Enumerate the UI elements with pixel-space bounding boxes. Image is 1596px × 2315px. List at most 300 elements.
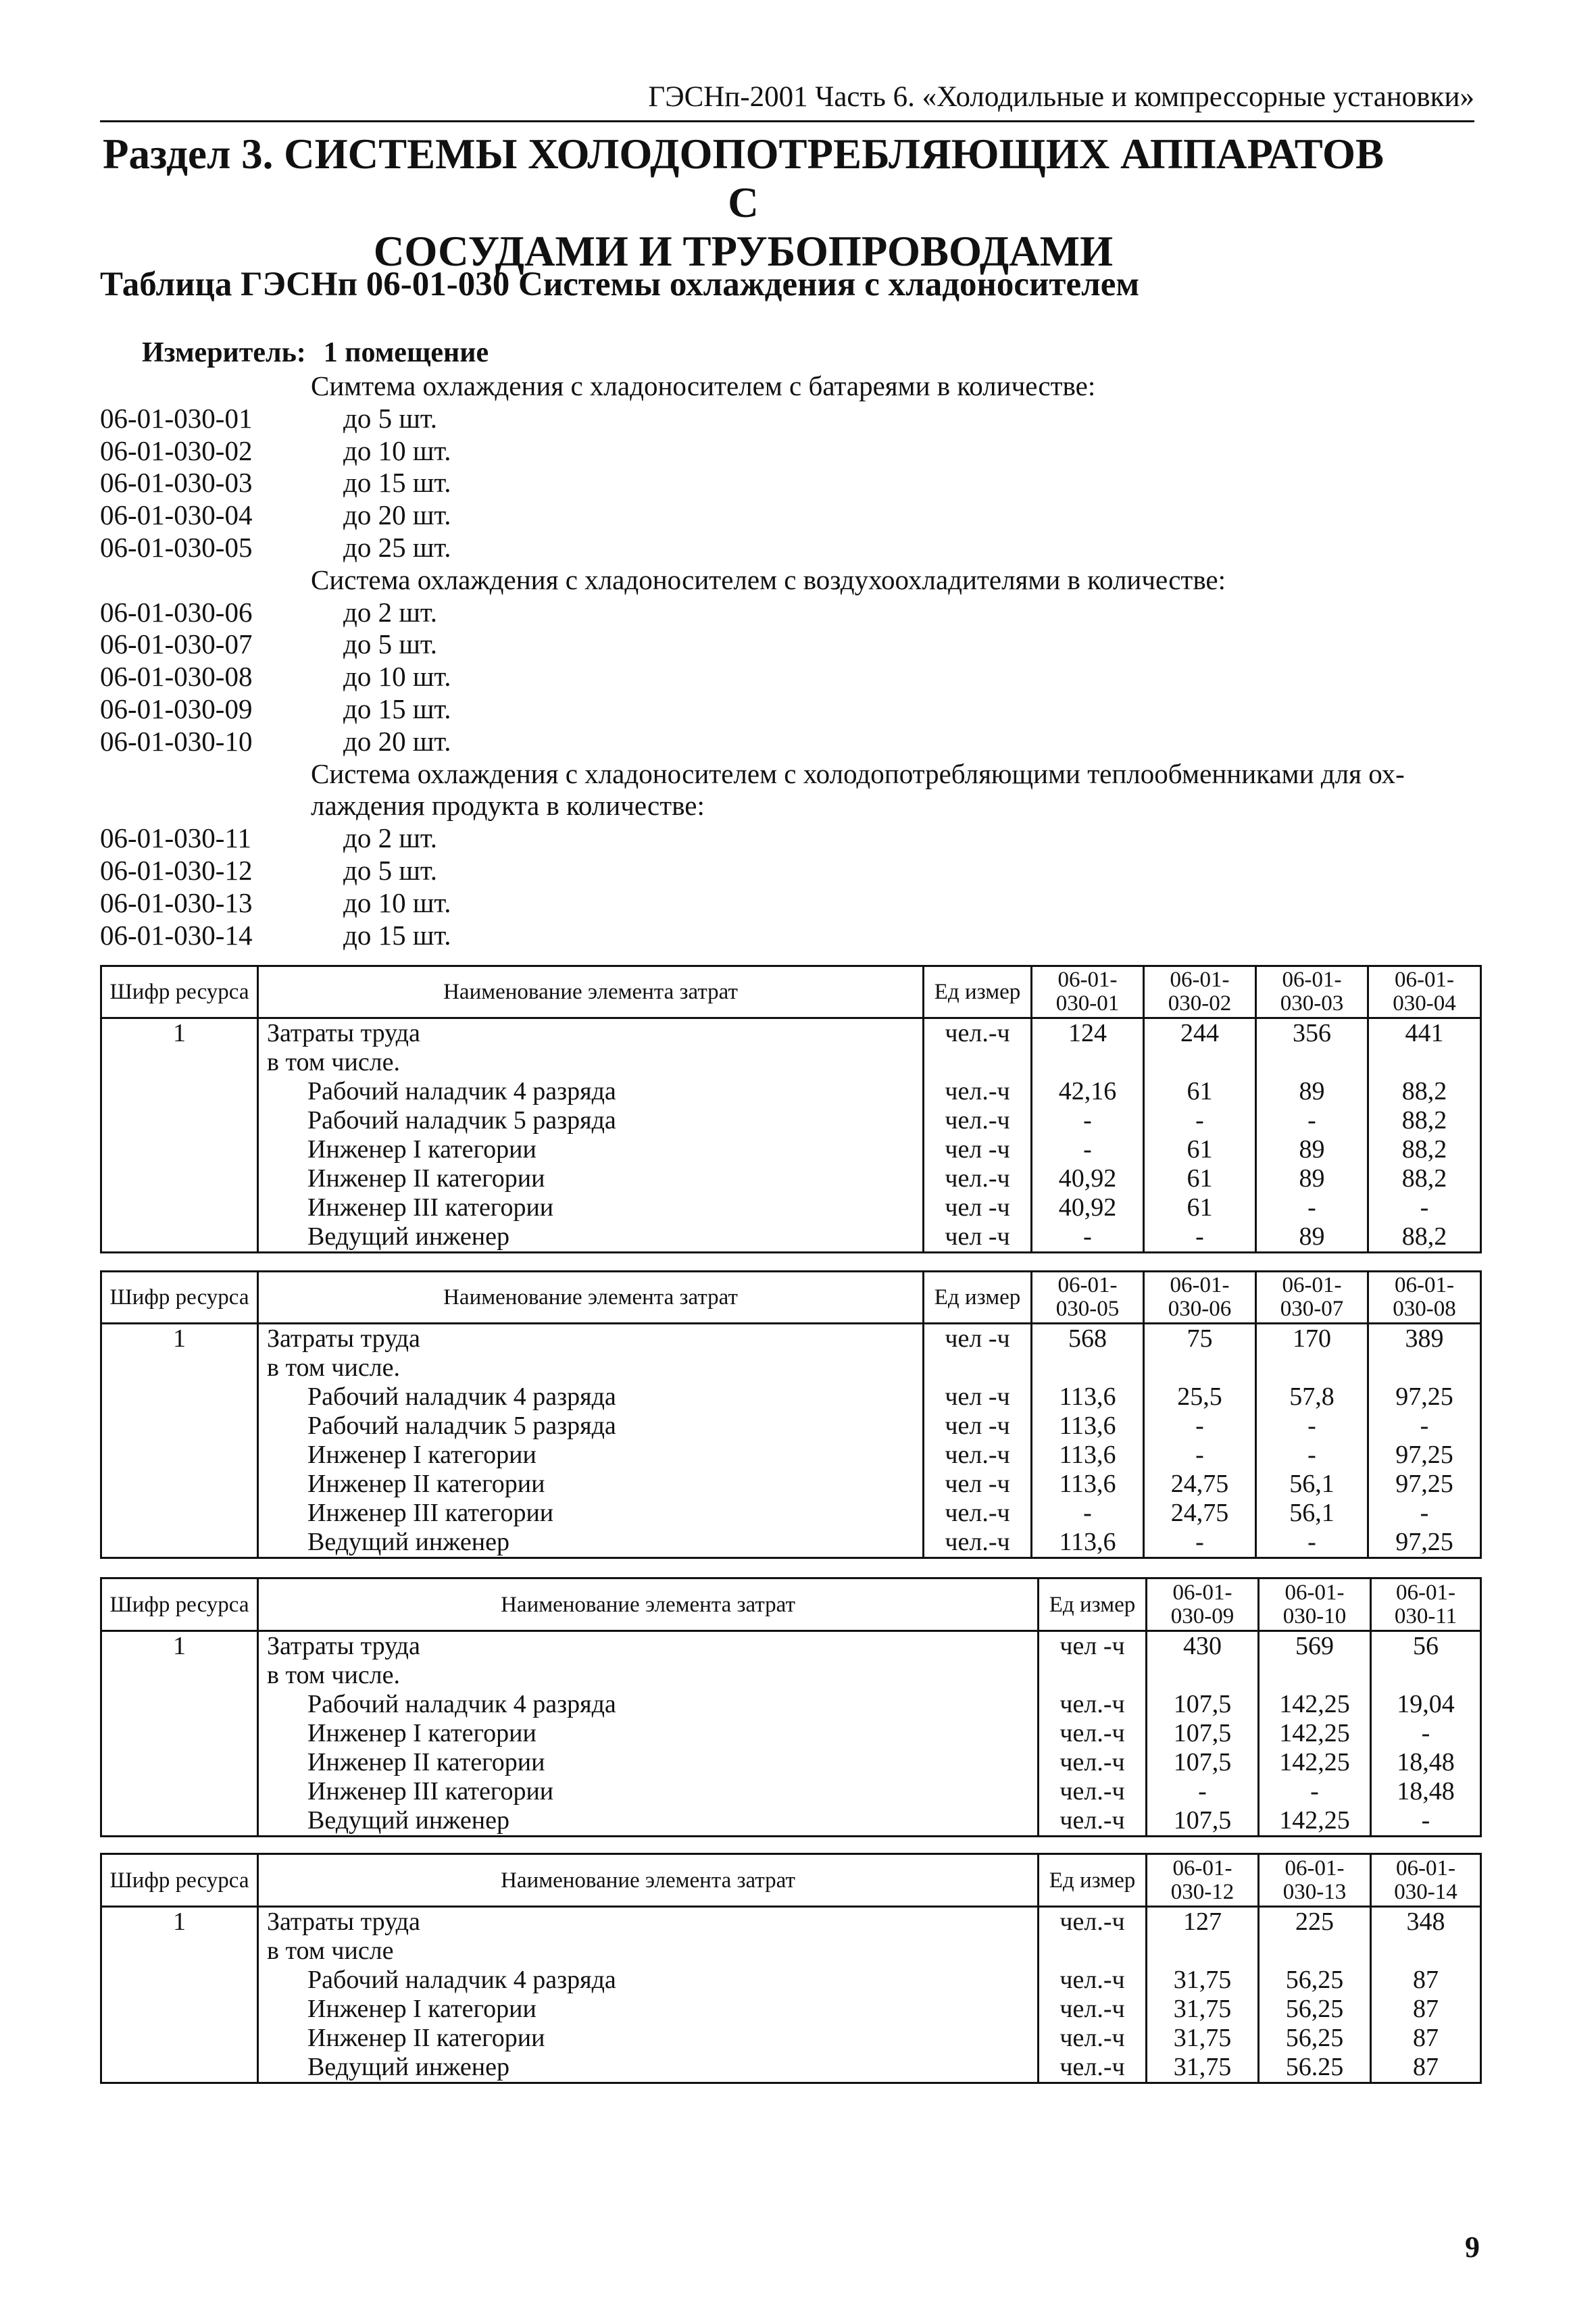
norm-value: 113,6 [1032, 1412, 1144, 1441]
resource-code [101, 1135, 258, 1164]
norm-value: 61 [1144, 1077, 1256, 1106]
norm-value: - [1368, 1499, 1481, 1528]
norm-value: 142,25 [1259, 1748, 1371, 1777]
norm-item [100, 822, 1478, 855]
norm-value [1144, 1353, 1256, 1383]
norm-value: 113,6 [1032, 1528, 1144, 1558]
norm-item [100, 887, 1478, 920]
norm-description: до 5 шт. [343, 854, 438, 886]
cost-element-name: Инженер I категории [258, 1719, 1039, 1748]
header-norm-code-line: 030-08 [1393, 1297, 1456, 1321]
cost-element-name: Инженер II категории [258, 1164, 924, 1193]
norm-value [1256, 1048, 1368, 1077]
table-row [101, 1135, 1481, 1164]
norm-value: 225 [1259, 1907, 1371, 1937]
norm-description: до 20 шт. [343, 499, 451, 531]
table-row [101, 1353, 1481, 1383]
norm-value: 107,5 [1147, 1690, 1259, 1719]
norm-value: 31,75 [1147, 2024, 1259, 2053]
header-norm-code-line: 06-01- [1395, 1273, 1454, 1297]
norm-code: 06-01-030-06 [100, 596, 253, 628]
header-unit: Ед измер [924, 966, 1032, 1018]
resource-code [101, 1164, 258, 1193]
cost-element-name: Затраты труда [258, 1907, 1039, 1937]
norm-item [100, 661, 1478, 693]
section-title-line: СОСУДАМИ И ТРУБОПРОВОДАМИ [373, 228, 1114, 275]
norm-code: 06-01-030-08 [100, 661, 253, 693]
header-norm-code-line: 030-13 [1282, 1879, 1347, 1904]
header-norm-code-line: 06-01- [1285, 1580, 1345, 1605]
norm-value: 244 [1144, 1018, 1256, 1049]
norm-item [100, 403, 1478, 435]
norm-description: до 20 шт. [343, 725, 451, 757]
norm-item [100, 532, 1478, 564]
header-norm-code [1032, 966, 1144, 1018]
norm-description: до 15 шт. [343, 919, 451, 951]
norm-value: 56,25 [1259, 1995, 1371, 2024]
norm-value: - [1368, 1412, 1481, 1441]
norm-value: 56,1 [1256, 1499, 1368, 1528]
table-row [101, 1164, 1481, 1193]
norm-value [1144, 1048, 1256, 1077]
norm-description: до 2 шт. [343, 822, 438, 854]
unit-of-measure [924, 1048, 1032, 1077]
group-title: Симтема охлаждения с хладоносителем с батареями в количестве: [311, 370, 1096, 401]
cost-element-name: Рабочий наладчик 4 разряда [258, 1690, 1039, 1719]
header-norm-code-line: 06-01- [1396, 1580, 1455, 1605]
norm-value: 430 [1147, 1631, 1259, 1662]
norm-value: - [1144, 1222, 1256, 1253]
norm-value [1147, 1661, 1259, 1690]
norm-value: 88,2 [1368, 1135, 1481, 1164]
norm-value: 568 [1032, 1324, 1144, 1354]
table-row [101, 1193, 1481, 1222]
group-title: Система охлаждения с хладоносителем с воздухоохладителями в количестве: [311, 564, 1226, 595]
norm-code: 06-01-030-11 [100, 822, 251, 854]
table-row [101, 1661, 1481, 1690]
table-row [101, 1324, 1481, 1354]
norm-value: 40,92 [1032, 1193, 1144, 1222]
norm-value: 24,75 [1144, 1499, 1256, 1528]
resource-code [101, 1193, 258, 1222]
norm-value [1259, 1937, 1371, 1966]
cost-element-name: Рабочий наладчик 4 разряда [258, 1966, 1039, 1995]
norm-value: 31,75 [1147, 1995, 1259, 2024]
norm-value: 19,04 [1371, 1690, 1481, 1719]
norm-value: 31,75 [1147, 1966, 1259, 1995]
resource-code [101, 1748, 258, 1777]
unit-of-measure [924, 1353, 1032, 1383]
table-row [101, 1777, 1481, 1806]
cost-element-name: Инженер II категории [258, 1748, 1039, 1777]
resource-code [101, 1806, 258, 1837]
header-norm-code-line: 030-02 [1168, 991, 1232, 1016]
header-resource-code: Шифр ресурса [101, 966, 258, 1018]
cost-element-name: Ведущий инженер [258, 1806, 1039, 1837]
unit-of-measure: чел.-ч [924, 1441, 1032, 1470]
norm-value: 389 [1368, 1324, 1481, 1354]
norm-value [1032, 1048, 1144, 1077]
resource-code [101, 1690, 258, 1719]
header-norm-code-line: 06-01- [1172, 1580, 1232, 1605]
resource-code [101, 1528, 258, 1558]
resource-code [101, 1441, 258, 1470]
unit-of-measure: чел.-ч [1039, 1777, 1147, 1806]
unit-of-measure: чел.-ч [924, 1106, 1032, 1135]
norm-item [100, 628, 1478, 661]
cost-element-name: Инженер II категории [258, 2024, 1039, 2053]
unit-of-measure: чел.-ч [1039, 1748, 1147, 1777]
norm-value: - [1259, 1777, 1371, 1806]
cost-element-name: Затраты труда [258, 1631, 1039, 1662]
table-row [101, 1077, 1481, 1106]
unit-of-measure: чел.-ч [924, 1077, 1032, 1106]
unit-of-measure: чел.-ч [924, 1499, 1032, 1528]
measurer [142, 336, 489, 370]
table-row [101, 1528, 1481, 1558]
norm-value: - [1032, 1222, 1144, 1253]
norm-value: 88,2 [1368, 1077, 1481, 1106]
table-row [101, 1907, 1481, 1937]
cost-element-name: Инженер I категории [258, 1995, 1039, 2024]
cost-element-name: Инженер I категории [258, 1135, 924, 1164]
norm-value [1032, 1353, 1144, 1383]
cost-element-name: в том числе. [258, 1048, 924, 1077]
norm-value: 97,25 [1368, 1528, 1481, 1558]
norm-value: - [1144, 1441, 1256, 1470]
norm-item [100, 855, 1478, 887]
norm-description: до 2 шт. [343, 596, 438, 628]
norm-value: 87 [1371, 2024, 1481, 2053]
table-row [101, 1748, 1481, 1777]
header-norm-code [1032, 1272, 1144, 1324]
norm-item [100, 435, 1478, 468]
norm-value: 87 [1371, 1966, 1481, 1995]
norm-value: 142,25 [1259, 1719, 1371, 1748]
norm-item [100, 597, 1478, 629]
resource-code [101, 1966, 258, 1995]
header-norm-code-line: 06-01- [1172, 1856, 1232, 1881]
header-norm-code-line: 030-06 [1168, 1297, 1232, 1321]
norm-value: 142,25 [1259, 1806, 1371, 1837]
norm-description: до 5 шт. [343, 628, 438, 660]
norm-value: 56.25 [1259, 2053, 1371, 2083]
table-row [101, 1499, 1481, 1528]
norm-value: 56,1 [1256, 1470, 1368, 1499]
norm-value: 113,6 [1032, 1470, 1144, 1499]
norm-value: - [1371, 1806, 1481, 1837]
norm-value: 57,8 [1256, 1383, 1368, 1412]
header-resource-code: Шифр ресурса [101, 1272, 258, 1324]
header-norm-code [1144, 1272, 1256, 1324]
cost-element-name: Ведущий инженер [258, 1528, 924, 1558]
norm-value [1368, 1048, 1481, 1077]
norm-value: 88,2 [1368, 1164, 1481, 1193]
group-title-line: Система охлаждения с хладоносителем с холодопотребляющими теплообменниками для ох- [311, 757, 1405, 789]
resource-code [101, 1383, 258, 1412]
norm-description: до 10 шт. [343, 434, 451, 466]
norm-value: - [1256, 1441, 1368, 1470]
unit-of-measure: чел.-ч [1039, 1907, 1147, 1937]
norm-value: 42,16 [1032, 1077, 1144, 1106]
norm-value [1368, 1353, 1481, 1383]
table-row [101, 1106, 1481, 1135]
norm-value: 569 [1259, 1631, 1371, 1662]
header-norm-code [1259, 1854, 1371, 1907]
norm-value: 97,25 [1368, 1383, 1481, 1412]
norm-value: - [1144, 1106, 1256, 1135]
cost-element-name: в том числе [258, 1937, 1039, 1966]
unit-of-measure: чел -ч [924, 1222, 1032, 1253]
resource-code [101, 1719, 258, 1748]
norm-code: 06-01-030-04 [100, 499, 253, 531]
norm-value: - [1144, 1412, 1256, 1441]
resource-code [101, 1777, 258, 1806]
measurer-value: 1 помещение [323, 337, 489, 368]
cost-table [100, 1577, 1482, 1837]
unit-of-measure: чел -ч [924, 1470, 1032, 1499]
cost-element-name: Рабочий наладчик 5 разряда [258, 1412, 924, 1441]
cost-element-name: в том числе. [258, 1353, 924, 1383]
resource-code [101, 1661, 258, 1690]
norm-value: 56,25 [1259, 1966, 1371, 1995]
table-row [101, 2024, 1481, 2053]
header-norm-code [1368, 1272, 1481, 1324]
table-row [101, 1631, 1481, 1662]
page-number: 9 [1465, 2231, 1480, 2264]
cost-element-name: Инженер III категории [258, 1777, 1039, 1806]
norm-value: - [1371, 1719, 1481, 1748]
resource-code: 1 [101, 1631, 258, 1662]
norm-value: 56,25 [1259, 2024, 1371, 2053]
header-cost-element: Наименование элемента затрат [258, 1854, 1039, 1907]
header-norm-code [1371, 1854, 1481, 1907]
norm-value: 441 [1368, 1018, 1481, 1049]
norm-value: 97,25 [1368, 1441, 1481, 1470]
header-unit: Ед измер [924, 1272, 1032, 1324]
header-norm-code-line: 030-01 [1055, 991, 1120, 1016]
unit-of-measure: чел -ч [1039, 1631, 1147, 1662]
cost-element-name: Инженер II категории [258, 1470, 924, 1499]
norm-value: 107,5 [1147, 1748, 1259, 1777]
header-norm-code-line: 06-01- [1282, 968, 1342, 992]
group-title-line: лаждения продукта в количестве: [311, 790, 705, 822]
table-row [101, 1222, 1481, 1253]
resource-code: 1 [101, 1018, 258, 1049]
cost-element-name: Затраты труда [258, 1018, 924, 1049]
norm-value: - [1032, 1106, 1144, 1135]
norm-value: 107,5 [1147, 1806, 1259, 1837]
norm-description: до 25 шт. [343, 531, 451, 563]
norm-value: 40,92 [1032, 1164, 1144, 1193]
norm-value: 88,2 [1368, 1106, 1481, 1135]
norm-value: 87 [1371, 1995, 1481, 2024]
resource-code: 1 [101, 1907, 258, 1937]
norm-value: 89 [1256, 1135, 1368, 1164]
resource-code [101, 1048, 258, 1077]
norm-value: 24,75 [1144, 1470, 1256, 1499]
norm-value: 89 [1256, 1077, 1368, 1106]
cost-element-name: Ведущий инженер [258, 2053, 1039, 2083]
norm-item [100, 467, 1478, 499]
table-title: Таблица ГЭСНп 06-01-030 Системы охлаждения с хладоносителем [100, 266, 1140, 303]
header-norm-code-line: 06-01- [1057, 968, 1118, 992]
resource-code [101, 1937, 258, 1966]
header-norm-code-line: 06-01- [1395, 968, 1454, 992]
cost-element-name: в том числе. [258, 1661, 1039, 1690]
norm-value: 113,6 [1032, 1383, 1144, 1412]
norm-value [1147, 1937, 1259, 1966]
unit-of-measure: чел -ч [924, 1135, 1032, 1164]
norm-description: до 10 шт. [343, 661, 451, 693]
norm-item [100, 693, 1478, 726]
header-unit: Ед измер [1039, 1854, 1147, 1907]
table-row [101, 1806, 1481, 1837]
norm-item [100, 920, 1478, 952]
unit-of-measure [1039, 1937, 1147, 1966]
header-norm-code [1144, 966, 1256, 1018]
norm-value: - [1144, 1528, 1256, 1558]
resource-code [101, 1222, 258, 1253]
table-row [101, 1470, 1481, 1499]
cost-element-name: Ведущий инженер [258, 1222, 924, 1253]
header-norm-code [1147, 1854, 1259, 1907]
norm-value: 18,48 [1371, 1777, 1481, 1806]
norm-code: 06-01-030-14 [100, 919, 253, 951]
cost-element-name: Инженер III категории [258, 1499, 924, 1528]
norm-value: 61 [1144, 1164, 1256, 1193]
table-row [101, 1018, 1481, 1049]
norm-value: 348 [1371, 1907, 1481, 1937]
norm-value: 25,5 [1144, 1383, 1256, 1412]
norm-description: до 10 шт. [343, 887, 451, 918]
norm-value: 124 [1032, 1018, 1144, 1049]
norm-code: 06-01-030-12 [100, 854, 253, 886]
cost-element-name: Инженер I категории [258, 1441, 924, 1470]
header-cost-element: Наименование элемента затрат [258, 1578, 1039, 1631]
header-norm-code [1256, 1272, 1368, 1324]
cost-element-name: Затраты труда [258, 1324, 924, 1354]
cost-table [100, 1853, 1482, 2084]
header-norm-code [1371, 1578, 1481, 1631]
running-header [100, 80, 1474, 122]
unit-of-measure: чел.-ч [1039, 1690, 1147, 1719]
unit-of-measure: чел.-ч [924, 1528, 1032, 1558]
running-header-text: ГЭСНп-2001 Часть 6. «Холодильные и компрессорные установки» [648, 81, 1474, 113]
norm-value: 142,25 [1259, 1690, 1371, 1719]
norm-value: - [1256, 1528, 1368, 1558]
table-row [101, 1995, 1481, 2024]
header-norm-code-line: 030-12 [1170, 1879, 1235, 1904]
norm-value: 89 [1256, 1164, 1368, 1193]
cost-element-name: Рабочий наладчик 4 разряда [258, 1383, 924, 1412]
table-row [101, 1966, 1481, 1995]
unit-of-measure: чел.-ч [924, 1164, 1032, 1193]
resource-code: 1 [101, 1324, 258, 1354]
header-resource-code: Шифр ресурса [101, 1578, 258, 1631]
resource-code [101, 1353, 258, 1383]
norm-items-list [100, 370, 1478, 951]
norm-code: 06-01-030-10 [100, 725, 253, 757]
resource-code [101, 1077, 258, 1106]
unit-of-measure [1039, 1661, 1147, 1690]
norm-value: - [1032, 1499, 1144, 1528]
norm-value: 113,6 [1032, 1441, 1144, 1470]
norm-value: - [1032, 1135, 1144, 1164]
norm-code: 06-01-030-07 [100, 628, 253, 660]
header-norm-code-line: 030-07 [1280, 1297, 1344, 1321]
unit-of-measure: чел.-ч [1039, 2053, 1147, 2083]
cost-table [100, 965, 1482, 1253]
header-norm-code-line: 06-01- [1396, 1856, 1455, 1881]
resource-code [101, 2053, 258, 2083]
norm-description: до 5 шт. [343, 402, 438, 434]
norm-value: 127 [1147, 1907, 1259, 1937]
cost-element-name: Рабочий наладчик 5 разряда [258, 1106, 924, 1135]
header-norm-code-line: 030-09 [1170, 1603, 1235, 1628]
header-norm-code-line: 06-01- [1170, 1273, 1230, 1297]
header-norm-code-line: 030-04 [1393, 991, 1456, 1016]
norm-value: 88,2 [1368, 1222, 1481, 1253]
header-norm-code [1256, 966, 1368, 1018]
table-row [101, 1048, 1481, 1077]
header-norm-code-line: 030-11 [1394, 1603, 1457, 1628]
norm-code: 06-01-030-09 [100, 693, 253, 724]
table-row [101, 1690, 1481, 1719]
norm-description: до 15 шт. [343, 467, 451, 499]
header-norm-code-line: 030-14 [1394, 1879, 1457, 1904]
unit-of-measure: чел.-ч [1039, 1806, 1147, 1837]
norm-value: 170 [1256, 1324, 1368, 1354]
norm-code: 06-01-030-03 [100, 467, 253, 499]
norm-value: 31,75 [1147, 2053, 1259, 2083]
norm-value [1256, 1353, 1368, 1383]
unit-of-measure: чел.-ч [1039, 1966, 1147, 1995]
resource-code [101, 1499, 258, 1528]
resource-code [101, 1470, 258, 1499]
header-cost-element: Наименование элемента затрат [258, 966, 924, 1018]
norm-code: 06-01-030-13 [100, 887, 253, 918]
resource-code [101, 2024, 258, 2053]
table-row [101, 2053, 1481, 2083]
header-norm-code-line: 030-10 [1282, 1603, 1347, 1628]
resource-code [101, 1412, 258, 1441]
norm-value: 89 [1256, 1222, 1368, 1253]
header-norm-code-line: 030-03 [1280, 991, 1344, 1016]
norm-value: 97,25 [1368, 1470, 1481, 1499]
header-norm-code-line: 06-01- [1285, 1856, 1345, 1881]
norm-value [1371, 1937, 1481, 1966]
unit-of-measure: чел.-ч [924, 1018, 1032, 1049]
norm-item [100, 499, 1478, 532]
norm-code: 06-01-030-02 [100, 434, 253, 466]
header-resource-code: Шифр ресурса [101, 1854, 258, 1907]
norm-value: 87 [1371, 2053, 1481, 2083]
header-norm-code [1368, 966, 1481, 1018]
norm-value: - [1147, 1777, 1259, 1806]
cost-table [100, 1270, 1482, 1559]
norm-value: - [1368, 1193, 1481, 1222]
cost-element-name: Инженер III категории [258, 1193, 924, 1222]
norm-value: 61 [1144, 1135, 1256, 1164]
norm-value: - [1256, 1193, 1368, 1222]
norm-code: 06-01-030-01 [100, 402, 253, 434]
norm-value: 75 [1144, 1324, 1256, 1354]
unit-of-measure: чел.-ч [1039, 2024, 1147, 2053]
norm-value: - [1256, 1412, 1368, 1441]
norm-item [100, 726, 1478, 758]
header-unit: Ед измер [1039, 1578, 1147, 1631]
